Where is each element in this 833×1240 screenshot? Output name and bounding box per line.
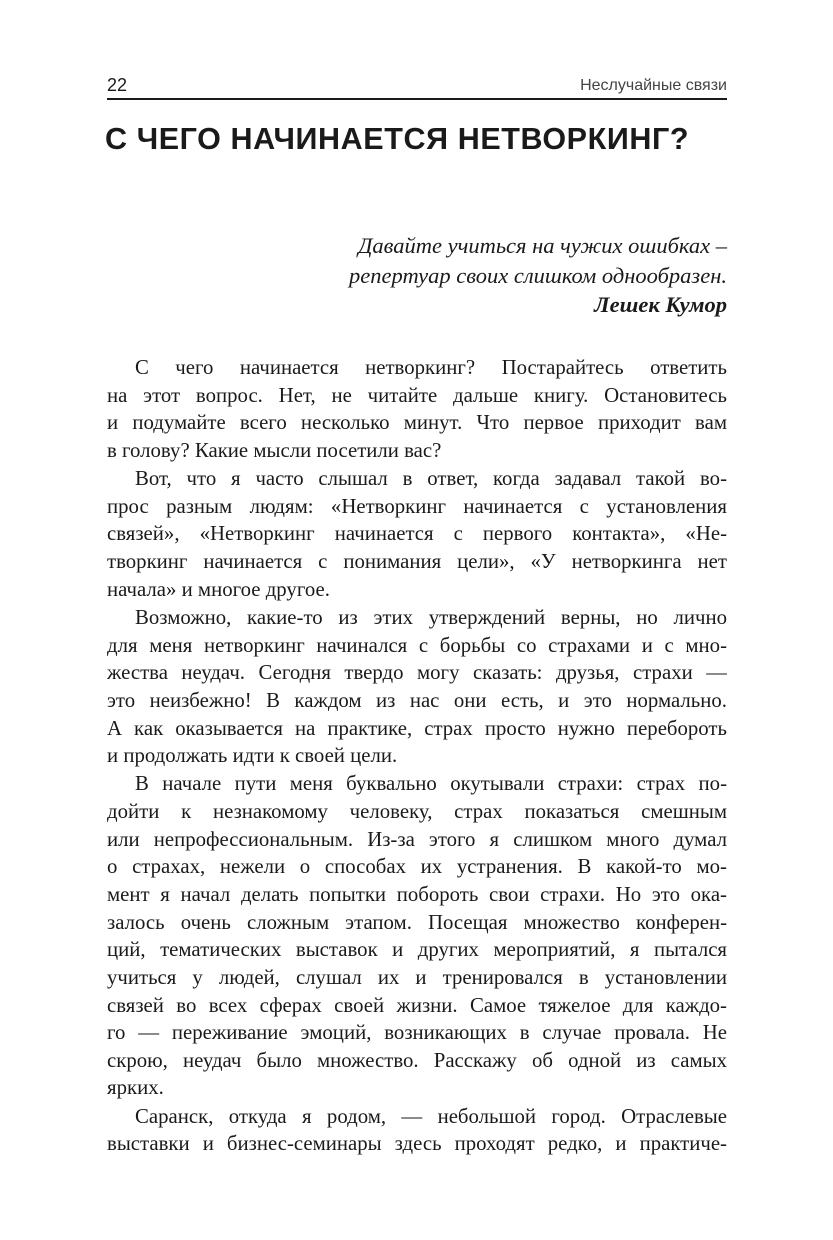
text-line: ций, тематических выставок и других мероприятий, я пытался bbox=[107, 938, 727, 962]
paragraph bbox=[107, 1103, 727, 1158]
text-line: это неизбежно! В каждом из нас они есть, и это нормально. bbox=[107, 688, 727, 712]
text-line: жества неудач. Сегодня твердо могу сказать: друзья, страхи — bbox=[107, 661, 727, 685]
text-line: дойти к незнакомому человеку, страх показаться смешным bbox=[107, 800, 727, 824]
text-line: выставки и бизнес-семинары здесь проходят редко, и практиче- bbox=[107, 1132, 727, 1156]
text-line: Вот, что я часто слышал в ответ, когда задавал такой во- bbox=[135, 467, 727, 491]
text-line: на этот вопрос. Нет, не читайте дальше книгу. Остановитесь bbox=[107, 383, 727, 407]
running-title: Неслучайные связи bbox=[580, 77, 727, 94]
text-line: и продолжать идти к своей цели. bbox=[107, 744, 398, 768]
text-line: о страхах, нежели о способах их устранения. В какой-то мо- bbox=[107, 855, 727, 879]
text-line: В начале пути меня буквально окутывали страхи: страх по- bbox=[135, 772, 727, 796]
paragraph bbox=[107, 604, 727, 770]
text-line: ярких. bbox=[107, 1076, 164, 1100]
text-line: залось очень сложным этапом. Посещая множество конферен- bbox=[107, 910, 727, 934]
text-line: в голову? Какие мысли посетили вас? bbox=[107, 438, 442, 462]
page-number: 22 bbox=[107, 75, 128, 95]
text-line: скрою, неудач было множество. Расскажу об одной из самых bbox=[107, 1048, 727, 1072]
text-line: начала» и многое другое. bbox=[107, 577, 330, 601]
body-text bbox=[107, 354, 727, 1159]
text-line: для меня нетворкинг начинался с борьбы со страхами и с мно- bbox=[107, 633, 727, 657]
text-line: связей», «Нетворкинг начинается с первого контакта», «Не- bbox=[107, 522, 727, 546]
epigraph-author: Лешек Кумор bbox=[594, 292, 727, 317]
text-line: С чего начинается нетворкинг? Постарайтесь ответить bbox=[135, 356, 727, 379]
text-line: творкинг начинается с понимания цели», «У нетворкинга нет bbox=[107, 550, 727, 574]
text-line: го — переживание эмоций, возникающих в случае провала. Не bbox=[107, 1021, 727, 1045]
text-line: связей во всех сферах своей жизни. Самое тяжелое для каждо- bbox=[107, 993, 727, 1017]
text-line: Саранск, откуда я родом, — небольшой город. Отраслевые bbox=[135, 1104, 727, 1128]
text-line: мент я начал делать попытки побороть свои страхи. Но это ока- bbox=[107, 882, 727, 906]
text-line: учиться у людей, слушал их и тренировался в установлении bbox=[107, 965, 727, 989]
text-line: А как оказывается на практике, страх просто нужно перебороть bbox=[107, 716, 727, 740]
page-header bbox=[107, 74, 727, 100]
epigraph-line: репертуар своих слишком однообразен. bbox=[349, 262, 727, 288]
epigraph bbox=[349, 231, 727, 320]
text-line: Возможно, какие-то из этих утверждений верны, но лично bbox=[135, 605, 727, 629]
paragraph bbox=[107, 465, 727, 603]
paragraph bbox=[107, 354, 727, 465]
text-line: прос разным людям: «Нетворкинг начинается с установления bbox=[107, 494, 727, 518]
text-line: или непрофессиональным. Из-за этого я слишком много думал bbox=[107, 827, 727, 851]
chapter-title: С ЧЕГО НАЧИНАЕТСЯ НЕТВОРКИНГ? bbox=[105, 122, 690, 156]
epigraph-line: Давайте учиться на чужих ошибках – bbox=[358, 233, 727, 258]
text-line: и подумайте всего несколько минут. Что первое приходит вам bbox=[107, 411, 727, 435]
paragraph bbox=[107, 770, 727, 1102]
